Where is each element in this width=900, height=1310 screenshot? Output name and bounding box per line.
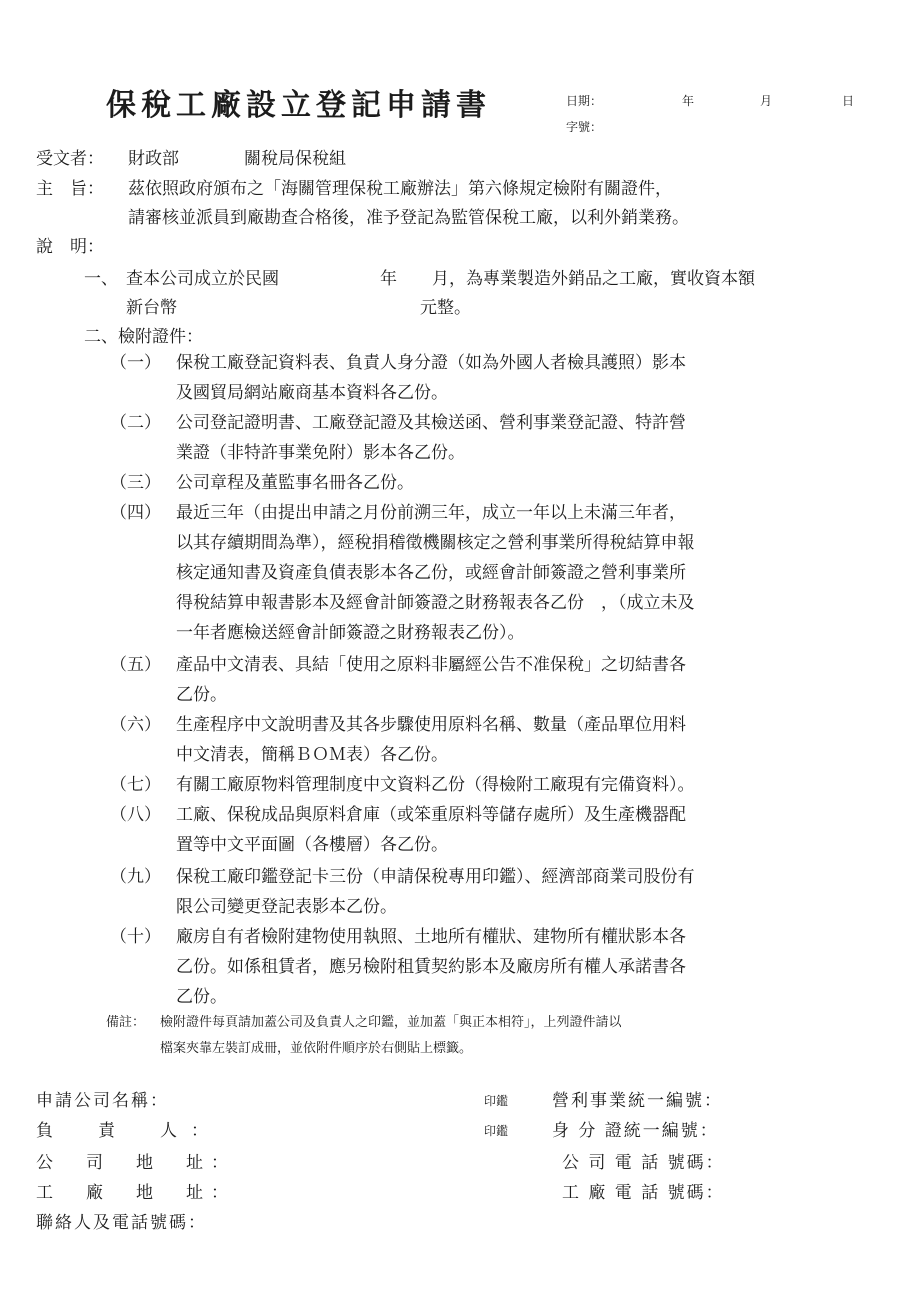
recipient-dept: 關稅局保稅組	[244, 149, 346, 169]
document-line: 工廠、保稅成品與原料倉庫（或笨重原料等儲存處所）及生產機器配	[176, 805, 686, 825]
document-number: （六）	[110, 715, 161, 735]
document-line: 中文清表，簡稱ＢＯＭ表）各乙份。	[176, 745, 448, 765]
responsible-person-label: 負 責 人：	[36, 1121, 222, 1141]
item-1-line-2b: 元整。	[420, 298, 471, 318]
document-line: 公司登記證明書、工廠登記證及其檢送函、營利事業登記證、特許營	[176, 413, 686, 433]
document-line: 業證（非特許事業免附）影本各乙份。	[176, 443, 465, 463]
document-number: （四）	[110, 503, 161, 523]
note-line-1: 檢附證件每頁請加蓋公司及負責人之印鑑，並加蓋「與正本相符」，上列證件請以	[160, 1015, 622, 1030]
id-number-label: 身 分 證統一編號：	[552, 1121, 719, 1141]
item-1-line-2a: 新台幣	[126, 298, 177, 318]
document-line: 及國貿局網站廠商基本資料各乙份。	[176, 383, 448, 403]
document-line: 核定通知書及資產負債表影本各乙份，或經會計師簽證之營利事業所	[176, 563, 686, 583]
explanation-label: 說 明：	[36, 237, 104, 257]
document-title: 保稅工廠設立登記申請書	[106, 88, 491, 123]
item-1-prefix: 一、	[84, 269, 118, 289]
document-line: 產品中文清表、具結「使用之原料非屬經公告不准保稅」之切結書各	[176, 655, 686, 675]
date-year-label: 年	[682, 94, 695, 108]
date-day-label: 日	[842, 94, 855, 108]
document-line: 乙份。如係租賃者，應另檢附租賃契約影本及廠房所有權人承諾書各	[176, 957, 686, 977]
document-line: 得稅結算申報書影本及經會計師簽證之財務報表各乙份 ，（成立未及	[176, 593, 695, 613]
document-line: 限公司變更登記表影本乙份。	[176, 897, 397, 917]
document-number: （二）	[110, 413, 161, 433]
seal-label: 印鑑	[484, 1124, 509, 1138]
document-line: 有關工廠原物料管理制度中文資料乙份（得檢附工廠現有完備資料）。	[176, 775, 695, 795]
document-number: （九）	[110, 867, 161, 887]
factory-phone-label: 工 廠 電 話 號碼：	[562, 1183, 725, 1203]
date-month-label: 月	[760, 94, 773, 108]
document-line: 以其存續期間為準），經稅捐稽徵機關核定之營利事業所得稅結算申報	[176, 533, 695, 553]
company-name-label: 申請公司名稱：	[36, 1091, 169, 1111]
business-id-label: 營利事業統一編號：	[552, 1091, 723, 1111]
note-label: 備註：	[106, 1015, 146, 1030]
subject-line-1: 茲依照政府頒布之「海關管理保稅工廠辦法」第六條規定檢附有關證件，	[128, 179, 672, 199]
document-line: 一年者應檢送經會計師簽證之財務報表乙份）。	[176, 623, 525, 643]
item-1-year: 年	[380, 269, 397, 289]
factory-address-label: 工 廠 地 址：	[36, 1183, 236, 1203]
document-line: 保稅工廠印鑑登記卡三份（申請保稅專用印鑑）、經濟部商業司股份有	[176, 867, 695, 887]
recipient-org: 財政部	[128, 149, 179, 169]
document-line: 公司章程及董監事名冊各乙份。	[176, 473, 414, 493]
item-2-heading: 二、檢附證件：	[84, 327, 203, 347]
item-1-text-b: 月，為專業製造外銷品之工廠，實收資本額	[432, 269, 755, 289]
document-line: 保稅工廠登記資料表、負責人身分證（如為外國人者檢具護照）影本	[176, 353, 686, 373]
contact-phone-label: 聯絡人及電話號碼：	[36, 1213, 207, 1233]
document-number: （八）	[110, 805, 161, 825]
document-line: 廠房自有者檢附建物使用執照、土地所有權狀、建物所有權狀影本各	[176, 927, 686, 947]
document-number: （五）	[110, 655, 161, 675]
document-number: （三）	[110, 473, 161, 493]
subject-line-2: 請審核並派員到廠勘查合格後，准予登記為監管保稅工廠，以利外銷業務。	[128, 208, 689, 228]
recipient-label: 受文者：	[36, 149, 104, 169]
document-line: 乙份。	[176, 987, 227, 1007]
company-phone-label: 公 司 電 話 號碼：	[562, 1153, 725, 1173]
document-number: （一）	[110, 353, 161, 373]
document-line: 置等中文平面圖（各樓層）各乙份。	[176, 835, 448, 855]
reference-number-label: 字號：	[566, 120, 603, 134]
document-number: （十）	[110, 927, 161, 947]
subject-label: 主 旨：	[36, 179, 104, 199]
document-line: 乙份。	[176, 685, 227, 705]
note-line-2: 檔案夾靠左裝訂成冊，並依附件順序於右側貼上標籤。	[160, 1041, 473, 1056]
date-label: 日期：	[566, 94, 603, 108]
seal-label: 印鑑	[484, 1094, 509, 1108]
company-address-label: 公 司 地 址：	[36, 1153, 236, 1173]
document-line: 最近三年（由提出申請之月份前溯三年，成立一年以上未滿三年者，	[176, 503, 686, 523]
document-line: 生產程序中文說明書及其各步驟使用原料名稱、數量（產品單位用料	[176, 715, 686, 735]
document-number: （七）	[110, 775, 161, 795]
item-1-text-a: 查本公司成立於民國	[126, 269, 279, 289]
